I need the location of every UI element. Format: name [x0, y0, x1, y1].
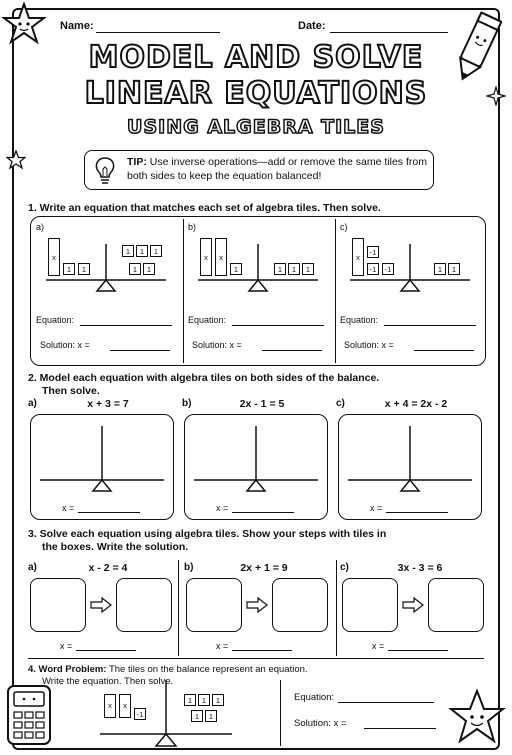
unit-tile: 1: [205, 710, 217, 722]
calculator-face-icon: [4, 682, 54, 748]
q1-equation-label: Equation:: [340, 315, 379, 325]
x-tile: x: [215, 238, 227, 276]
q3-equation: 3x - 3 = 6: [397, 562, 443, 574]
q3-answer-field[interactable]: [388, 650, 448, 651]
unit-tile: 1: [274, 263, 286, 275]
q3-answer-field[interactable]: [76, 650, 136, 651]
q2-answer-field[interactable]: [386, 512, 448, 513]
unit-tile: 1: [78, 263, 90, 275]
q1-solution-field[interactable]: [262, 350, 322, 351]
unit-tile: -1: [382, 263, 394, 275]
x-tile: x: [48, 238, 60, 276]
q2-balance: [346, 426, 474, 494]
q4-balance: [96, 680, 236, 752]
q3-answer-label: x =: [60, 641, 73, 651]
unit-tile: 1: [184, 694, 196, 706]
q1-part-letter: b): [188, 222, 197, 232]
q2-part-letter: c): [336, 398, 345, 409]
tip-box: [84, 150, 434, 190]
date-label: Date:: [298, 20, 326, 32]
q3-equation: 2x + 1 = 9: [240, 562, 288, 574]
x-tile: x: [104, 694, 116, 718]
title-line-3: USING ALGEBRA TILES: [127, 116, 385, 138]
q3-equation: x - 2 = 4: [88, 562, 128, 574]
x-tile: x: [119, 694, 131, 718]
q1-part-letter: a): [36, 222, 45, 232]
q1-prompt: 1. Write an equation that matches each set of algebra tiles. Then solve.: [28, 202, 381, 214]
unit-tile: 1: [129, 263, 141, 275]
q2-balance: [38, 426, 166, 494]
q3-step-box-2[interactable]: [428, 578, 484, 632]
unit-tile: 1: [136, 245, 148, 257]
unit-tile: 1: [198, 694, 210, 706]
q2-answer-label: x =: [62, 503, 75, 513]
q2-prompt: 2. Model each equation with algebra tiles on both sides of the balance. Then solve.: [28, 372, 380, 397]
q3-prompt: 3. Solve each equation using algebra tiles. Show your steps with tiles in the boxes. Write the solution.: [28, 528, 387, 553]
unit-tile: 1: [150, 245, 162, 257]
tip-text: TIP: Use inverse operations—add or remove the same tiles from both sides to keep the equation balanced!: [127, 156, 427, 182]
q4-solution-field[interactable]: [364, 728, 436, 729]
q2-part-letter: b): [182, 398, 192, 409]
q3-part-letter: c): [340, 562, 349, 573]
q3-answer-field[interactable]: [232, 650, 292, 651]
q1-equation-field[interactable]: [384, 325, 476, 326]
star-icon: [6, 150, 26, 170]
q4-equation-field[interactable]: [338, 702, 434, 703]
q1-equation-field[interactable]: [80, 325, 172, 326]
lightbulb-icon: [93, 155, 117, 185]
unit-tile: -1: [367, 246, 379, 258]
q4-solution-label: Solution: x =: [294, 718, 347, 729]
q1-equation-field[interactable]: [232, 325, 324, 326]
unit-tile: -1: [134, 708, 146, 720]
q2-part-letter: a): [28, 398, 37, 409]
title-line-2: LINEAR EQUATIONS: [84, 76, 428, 111]
unit-tile: 1: [122, 245, 134, 257]
q4-prompt: 4. Word Problem: The tiles on the balance represent an equation. Write the equation. Then solve.: [28, 664, 308, 687]
q3-step-box-1[interactable]: [30, 578, 86, 632]
arrow-right-icon: [90, 597, 112, 613]
x-tile: x: [200, 238, 212, 276]
q1-equation-label: Equation:: [36, 315, 75, 325]
q3-step-box-2[interactable]: [272, 578, 328, 632]
x-tile: x: [352, 238, 364, 276]
q1-solution-field[interactable]: [414, 350, 474, 351]
q2-answer-field[interactable]: [78, 512, 140, 513]
unit-tile: 1: [230, 263, 242, 275]
q1-solution-label: Solution: x =: [40, 340, 90, 350]
q2-equation: x + 3 = 7: [87, 398, 129, 410]
q1-solution-field[interactable]: [110, 350, 170, 351]
unit-tile: 1: [434, 263, 446, 275]
q3-answer-label: x =: [216, 641, 229, 651]
unit-tile: 1: [143, 263, 155, 275]
name-label: Name:: [60, 20, 94, 32]
q1-solution-label: Solution: x =: [344, 340, 394, 350]
q3-step-box-1[interactable]: [186, 578, 242, 632]
q2-answer-field[interactable]: [232, 512, 294, 513]
q1-solution-label: Solution: x =: [192, 340, 242, 350]
q2-answer-label: x =: [370, 503, 383, 513]
unit-tile: -1: [367, 263, 379, 275]
q3-part-letter: b): [184, 562, 194, 573]
unit-tile: 1: [288, 263, 300, 275]
q3-step-box-2[interactable]: [116, 578, 172, 632]
arrow-right-icon: [246, 597, 268, 613]
q1-part-letter: c): [340, 222, 348, 232]
date-field[interactable]: [330, 32, 448, 33]
q1-equation-label: Equation:: [188, 315, 227, 325]
q2-equation: 2x - 1 = 5: [239, 398, 285, 410]
unit-tile: 1: [191, 710, 203, 722]
q2-balance: [192, 426, 320, 494]
q2-answer-label: x =: [216, 503, 229, 513]
q3-answer-label: x =: [372, 641, 385, 651]
unit-tile: 1: [448, 263, 460, 275]
unit-tile: 1: [63, 263, 75, 275]
arrow-right-icon: [402, 597, 424, 613]
q3-part-letter: a): [28, 562, 37, 573]
title-line-1: MODEL AND SOLVE: [88, 40, 424, 75]
q3-step-box-1[interactable]: [342, 578, 398, 632]
q4-equation-label: Equation:: [294, 692, 335, 703]
unit-tile: 1: [212, 694, 224, 706]
q2-equation: x + 4 = 2x - 2: [384, 398, 448, 410]
unit-tile: 1: [302, 263, 314, 275]
name-field[interactable]: [96, 32, 220, 33]
star-face-icon: [448, 688, 506, 748]
